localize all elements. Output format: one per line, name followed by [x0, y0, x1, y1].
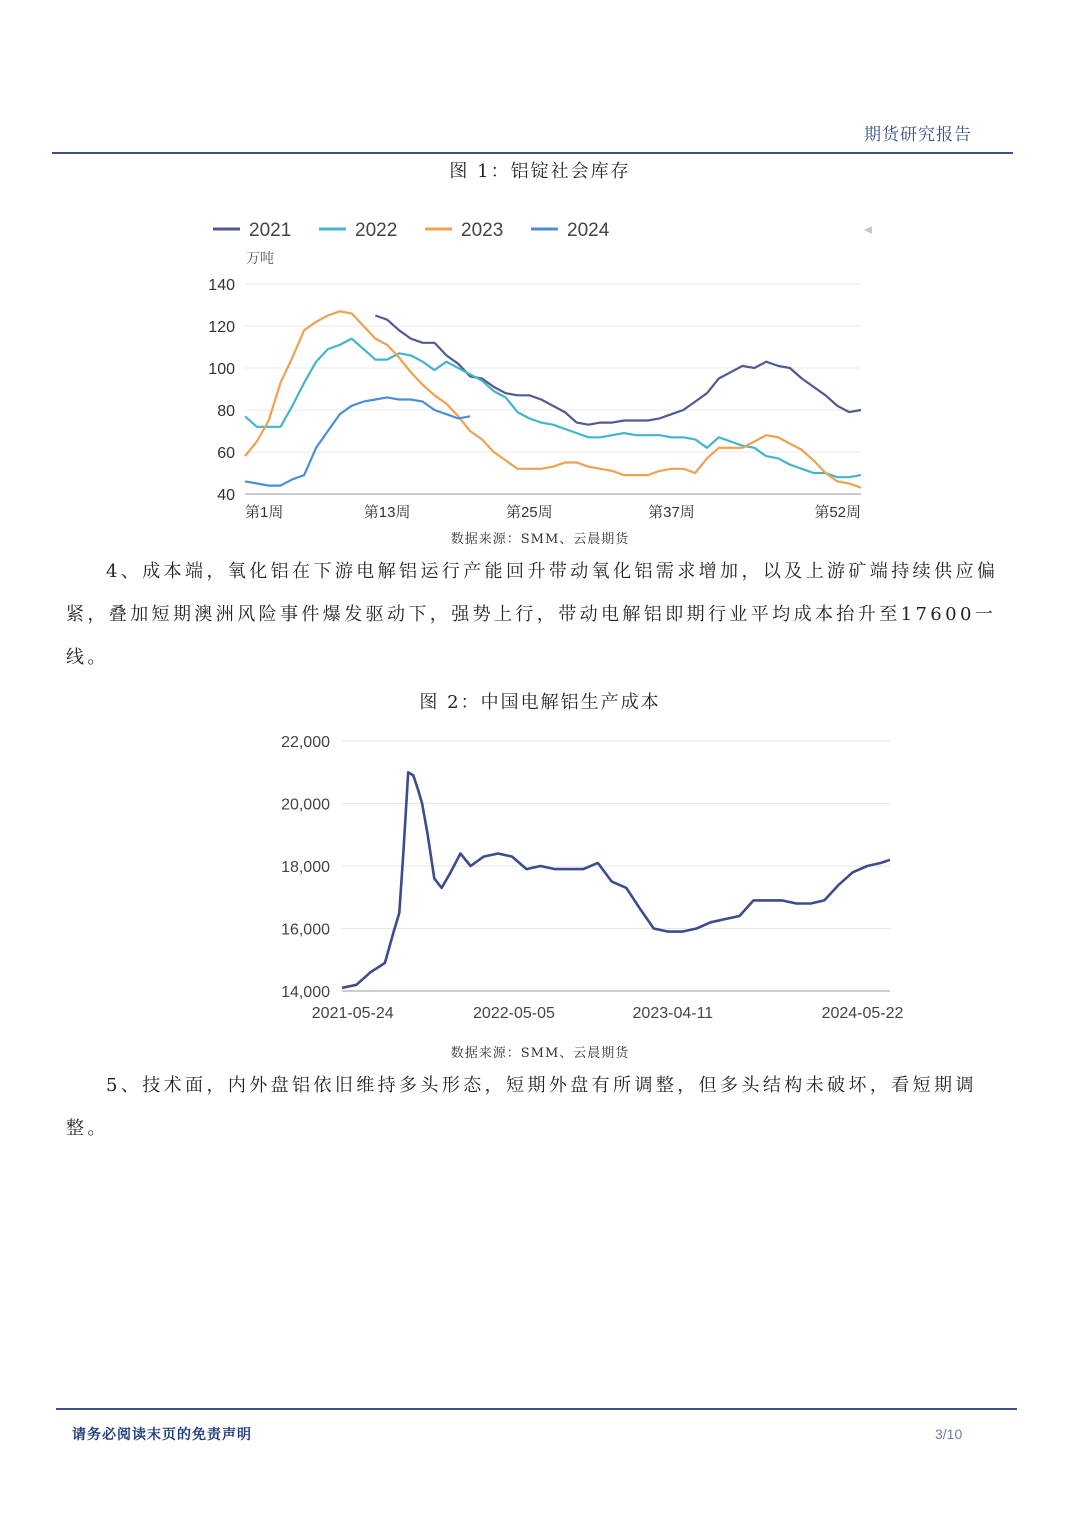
- chart1-inventory: [0, 185, 1080, 530]
- y-tick-label: 18,000: [281, 859, 330, 876]
- figure1-title: 图 1：铝锭社会库存: [449, 161, 631, 182]
- header-rule: [52, 152, 1013, 154]
- y-tick-label: 60: [217, 445, 235, 462]
- y-tick-label: 22,000: [281, 734, 330, 751]
- x-tick-label: 2024-05-22: [821, 1005, 904, 1022]
- y-tick-label: 140: [208, 277, 235, 294]
- x-tick-label: 第52周: [814, 504, 861, 521]
- paragraph-cost: 4、成本端，氧化铝在下游电解铝运行产能回升带动氧化铝需求增加，以及上游矿端持续供应偏紧，叠加短期澳洲风险事件爆发驱动下，强势上行，带动电解铝即期行业平均成本抬升至17600一线。: [66, 561, 999, 668]
- x-tick-label: 第25周: [505, 504, 553, 521]
- y-tick-label: 80: [217, 403, 235, 420]
- footer-rule: [56, 1408, 1017, 1410]
- figure2-title: 图 2：中国电解铝生产成本: [419, 692, 661, 713]
- legend-label-2024: 2024: [567, 220, 610, 241]
- y-tick-label: 120: [208, 319, 235, 336]
- x-tick-label: 2021-05-24: [311, 1005, 394, 1022]
- x-tick-label: 2022-05-05: [473, 1005, 555, 1022]
- x-tick-label: 2023-04-11: [632, 1005, 714, 1022]
- series-line-2021: [375, 316, 861, 425]
- y-axis-unit: 万吨: [246, 250, 274, 266]
- y-tick-label: 16,000: [281, 921, 330, 939]
- y-tick-label: 14,000: [281, 984, 330, 1001]
- x-tick-label: 第1周: [245, 504, 284, 521]
- series-line-2024: [245, 397, 470, 485]
- legend-label-2022: 2022: [355, 220, 398, 241]
- series-line-2023: [245, 311, 861, 487]
- x-tick-label: 第13周: [363, 504, 411, 521]
- report-header-title: 期货研究报告: [864, 125, 972, 145]
- paragraph-technical: 5、技术面，内外盘铝依旧维持多头形态，短期外盘有所调整，但多头结构未破坏，看短期调整。: [66, 1075, 977, 1139]
- series-line-cost: [342, 772, 890, 988]
- page-number: 3/10: [935, 1426, 963, 1442]
- legend-page-arrow-icon: [864, 226, 872, 234]
- figure1-source: 数据来源：SMM、云晨期货: [450, 532, 630, 547]
- series-line-2022: [245, 339, 861, 478]
- chart2-cost: [0, 720, 1080, 1035]
- y-tick-label: 20,000: [281, 796, 330, 814]
- legend-label-2021: 2021: [249, 220, 292, 241]
- footer-disclaimer: 请务必阅读末页的免责声明: [72, 1427, 252, 1443]
- y-tick-label: 40: [217, 487, 235, 504]
- x-tick-label: 第37周: [648, 504, 695, 521]
- legend-label-2023: 2023: [461, 220, 504, 241]
- y-tick-label: 100: [208, 361, 235, 378]
- figure2-source: 数据来源：SMM、云晨期货: [450, 1046, 630, 1061]
